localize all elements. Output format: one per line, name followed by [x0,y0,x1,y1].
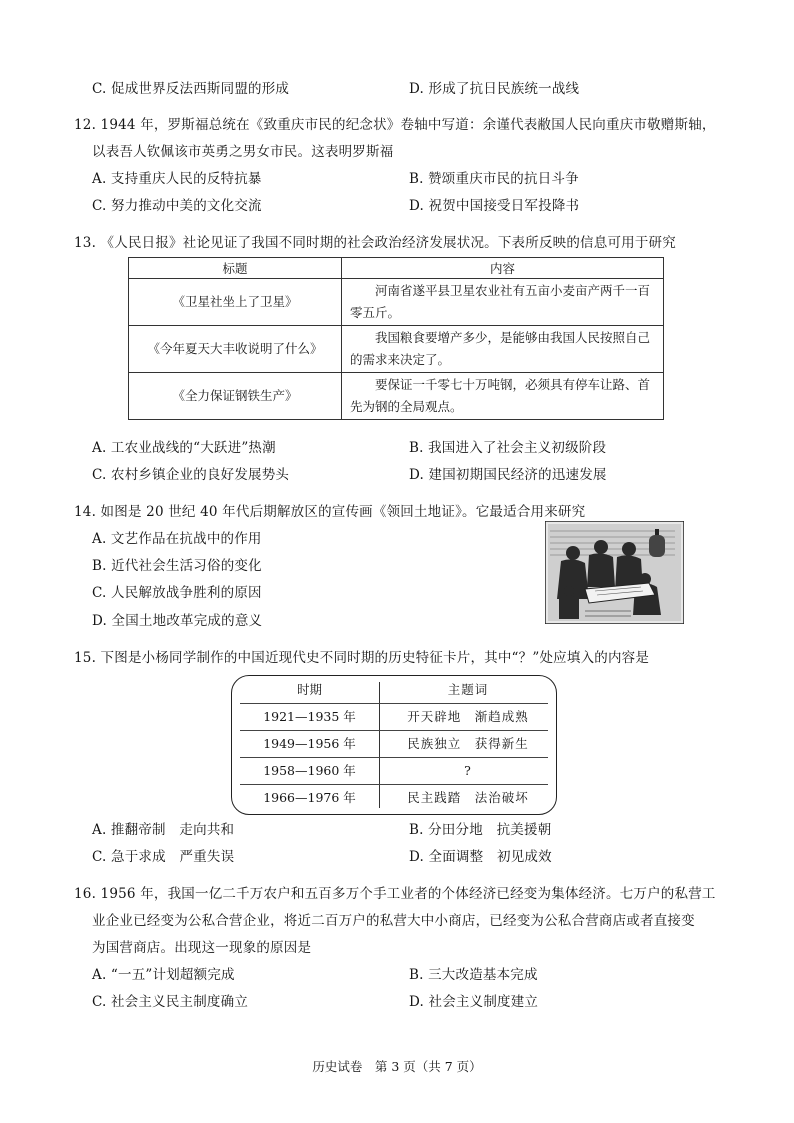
q16-option-b: B. 三大改造基本完成 [409,967,538,983]
q15-stem: 15. 下图是小杨同学制作的中国近现代史不同时期的历史特征卡片，其中“？”处应填入的内容是 [74,650,650,666]
q11-option-d: D. 形成了抗日民族统一战线 [409,81,580,97]
card-header-theme: 主题词 [447,682,489,697]
table-row [240,706,548,728]
card-period: 1966—1976 年 [263,790,356,805]
table-row [129,373,664,420]
q14-option-c: C. 人民解放战争胜利的原因 [92,585,262,601]
q13-table [128,257,664,420]
q12-option-d: D. 祝贺中国接受日军投降书 [409,198,580,214]
card-theme: 民族独立 获得新生 [407,736,529,751]
card-separator [240,784,548,785]
table-row [129,279,664,326]
q12-option-b: B. 赞颂重庆市民的抗日斗争 [409,171,579,187]
card-theme: 民主践踏 法治破坏 [407,790,529,805]
q15-option-c: C. 急于求成 严重失误 [92,849,235,865]
q15-option-b: B. 分田分地 抗美援朝 [409,822,552,838]
q13-row-content: 要保证一千零七十万吨钢，必须具有停车让路、首先为钢的全局观点。 [342,373,664,420]
q13-option-b: B. 我国进入了社会主义初级阶段 [409,440,607,456]
card-header-row [240,679,548,701]
q12-option-c: C. 努力推动中美的文化交流 [92,198,262,214]
q13-option-d: D. 建国初期国民经济的迅速发展 [409,467,607,483]
q13-row-content: 我国粮食要增产多少，是能够由我国人民按照自己的需求来决定了。 [342,326,664,373]
q13-option-a: A. 工农业战线的“大跃进”热潮 [92,440,276,456]
q16-stem-line3: 为国营商店。出现这一现象的原因是 [92,940,312,956]
q15-history-card [231,675,557,815]
q14-stem: 14. 如图是 20 世纪 40 年代后期解放区的宣传画《领回土地证》。它最适合用来研究 [74,504,586,520]
q13-option-c: C. 农村乡镇企业的良好发展势头 [92,467,290,483]
q11-option-c: C. 促成世界反法西斯同盟的形成 [92,81,290,97]
q16-stem-line1: 16. 1956 年，我国一亿二千万农户和五百多万个手工业者的个体经济已经变为集体经济。七万户的私营工 [74,886,716,902]
card-period: 1921—1935 年 [263,709,356,724]
card-separator [240,730,548,731]
card-period: 1958—1960 年 [263,763,356,778]
q15-option-d: D. 全面调整 初见成效 [409,849,552,865]
card-header-period: 时期 [296,682,322,697]
q13-header-title: 标题 [129,258,342,279]
page-footer: 历史试卷 第 3 页（共 7 页） [312,1059,482,1074]
card-theme: 开天辟地 渐趋成熟 [407,709,529,724]
propaganda-woodcut-image [545,521,684,624]
q15-option-a: A. 推翻帝制 走向共和 [92,822,235,838]
table-row [240,760,548,782]
q12-option-a: A. 支持重庆人民的反特抗暴 [92,171,262,187]
q12-stem-line2: 以表吾人钦佩该市英勇之男女市民。这表明罗斯福 [92,144,394,160]
card-separator [240,703,548,704]
table-row [129,326,664,373]
q16-option-d: D. 社会主义制度建立 [409,994,539,1010]
q14-option-b: B. 近代社会生活习俗的变化 [92,558,262,574]
card-theme: ? [464,763,472,778]
card-separator [240,757,548,758]
q13-stem: 13. 《人民日报》社论见证了我国不同时期的社会政治经济发展状况。下表所反映的信息可用于研究 [74,235,676,251]
q16-stem-line2: 业企业已经变为公私合营企业，将近二百万户的私营大中小商店，已经变为公私合营商店或者直接变 [92,913,695,929]
q13-row-title: 《全力保证钢铁生产》 [129,373,342,420]
table-row [240,787,548,809]
q16-option-c: C. 社会主义民主制度确立 [92,994,249,1010]
q13-header-content: 内容 [342,258,664,279]
q14-option-a: A. 文艺作品在抗战中的作用 [92,531,262,547]
q13-row-title: 《今年夏天大丰收说明了什么》 [129,326,342,373]
q12-stem-line1: 12. 1944 年，罗斯福总统在《致重庆市民的纪念状》卷轴中写道：余谨代表敝国人民向重庆市敬赠斯轴， [74,117,716,133]
table-row [240,733,548,755]
q13-row-title: 《卫星社坐上了卫星》 [129,279,342,326]
q13-row-content: 河南省遂平县卫星农业社有五亩小麦亩产两千一百零五斤。 [342,279,664,326]
card-period: 1949—1956 年 [263,736,356,751]
q14-option-d: D. 全国土地改革完成的意义 [92,613,263,629]
q16-option-a: A. “一五”计划超额完成 [92,967,235,983]
